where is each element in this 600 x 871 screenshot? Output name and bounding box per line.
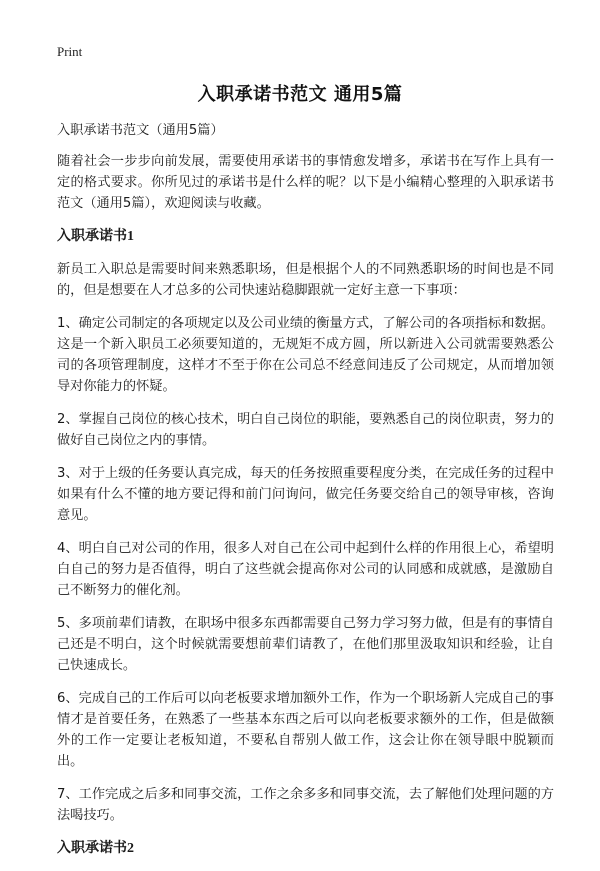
intro-paragraph: 随着社会一步步向前发展，需要使用承诺书的事情愈发增多，承诺书在写作上具有一定的格式要求。你所见过的承诺书是什么样的呢？以下是小编精心整理的入职承诺书范文（通用5篇），欢迎阅读与收藏。 [57, 154, 554, 211]
list-item-4: 4、明白自己对公司的作用，很多人对自己在公司中起到什么样的作用很上心，希望明白自己的努力是否值得，明白了这些就会提高你对公司的认同感和成就感，是激励自己不断努力的催化剂。 [57, 541, 554, 598]
page-title: 入职承诺书范文 通用5篇 [197, 84, 403, 105]
document-subtitle: 入职承诺书范文（通用5篇） [57, 123, 224, 138]
list-item-3: 3、对于上级的任务要认真完成，每天的任务按照重要程度分类，在完成任务的过程中如果有什么不懂的地方要记得和前门问询问，做完任务要交给自己的领导审核，咨询意见。 [57, 466, 554, 523]
list-item-6: 6、完成自己的工作后可以向老板要求增加额外工作，作为一个职场新人完成自己的事情才是首要任务，在熟悉了一些基本东西之后可以向老板要求额外的工作，但是做额外的工作一定要让老板知道，不要私自帮别人做工作，这会让你在领导眼中脱颖而出。 [57, 691, 554, 769]
section-heading-2: 入职承诺书2 [57, 841, 134, 856]
paragraph: 新员工入职总是需要时间来熟悉职场，但是根据个人的不同熟悉职场的时间也是不同的，但是想要在人才总多的公司快速站稳脚跟就一定好主意一下事项： [57, 262, 554, 298]
document-body [57, 120, 554, 871]
list-item-7: 7、工作完成之后多和同事交流，工作之余多多和同事交流，去了解他们处理问题的方法喝技巧。 [57, 787, 554, 823]
list-item-5: 5、多项前辈们请教，在职场中很多东西都需要自己努力学习努力做，但是有的事情自己还是不明白，这个时候就需要想前辈们请教了，在他们那里汲取知识和经验，让自己快速成长。 [57, 616, 554, 673]
print-link[interactable]: Print [57, 44, 83, 59]
section-heading-1: 入职承诺书1 [57, 229, 134, 244]
list-item-2: 2、掌握自己岗位的核心技术，明白自己岗位的职能，要熟悉自己的岗位职责，努力的做好自己岗位之内的事情。 [57, 412, 554, 448]
list-item-1: 1、确定公司制定的各项规定以及公司业绩的衡量方式，了解公司的各项指标和数据。这是一个新入职员工必须要知道的，无规矩不成方圆，所以新进入公司就需要熟悉公司的各项管理制度，这样才不至于你在公司总不经意间违反了公司规定，从而增加领导对你能力的怀疑。 [57, 316, 554, 394]
